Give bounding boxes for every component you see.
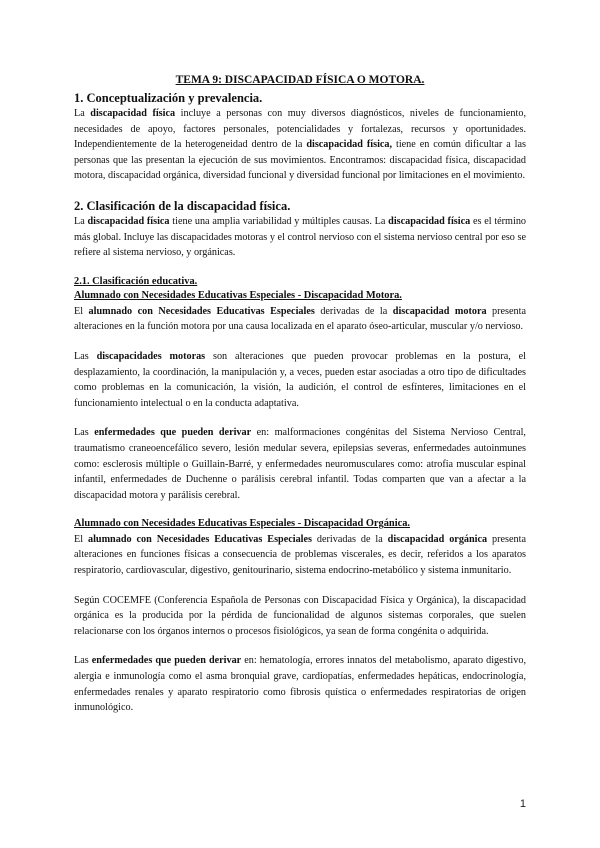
section-1-heading: 1. Conceptualización y prevalencia. [74,91,263,105]
document-page [74,72,526,716]
motora-paragraph-3: Las enfermedades que pueden derivar en: malformaciones congénitas del Sistema Nervioso Central, traumatismo craneoencefálico severo, lesión medular severa, epilepsias severas, enfermedades autoinmunes como: esclerosis múltiple o Guillain-Barré, y enfermedades neuromusculares como: atrofia muscular espinal infantil, enfermedades de Duchenne o parálisis cerebral infantil. Todas comparten que van a afectar a la discapacidad motora y parálisis cerebral. [74,427,526,501]
page-number: 1 [519,798,526,810]
organica-paragraph-2: Según COCEMFE (Conferencia Española de Personas con Discapacidad Física y Orgánica), la discapacidad orgánica es la producida por la pérdida de funcionalidad de algunos sistemas corporales, que suelen relacionarse con los órganos internos o procesos fisiológicos, ya sean de forma congénita o adquirida. [74,594,526,637]
section-2-heading: 2. Clasificación de la discapacidad física. [74,198,291,213]
motora-subheading: Alumnado con Necesidades Educativas Especiales - Discapacidad Motora. [74,290,402,302]
organica-subheading: Alumnado con Necesidades Educativas Especiales - Discapacidad Orgánica. [74,518,410,530]
section-1-paragraph: La discapacidad física incluye a personas con muy diversos diagnósticos, niveles de funcionamiento, necesidades de apoyo, factores personales, potencialidades y fortalezas, recursos y oportunidades. Independientemente de la heterogeneidad dentro de la discapacidad física, tiene en común dificultar a las personas que las presentan la ejecución de sus movimientos. Encontramos: discapacidad física, discapacidad motora, discapacidad orgánica, diversidad funcional y diversidad funcional por limitaciones en el movimiento. [74,108,526,182]
organica-paragraph-3: Las enfermedades que pueden derivar en: hematología, errores innatos del metabolismo, aparato digestivo, alergia e inmunología como el asma bronquial grave, cardiopatías, enfermedades hepáticas, endocrinología, enfermedades renales y aparato respiratorio como fibrosis quística o enfermedades respiratorias de origen inmunológico. [74,655,526,714]
document-title: TEMA 9: DISCAPACIDAD FÍSICA O MOTORA. [175,74,425,86]
section-2-paragraph: La discapacidad física tiene una amplia variabilidad y múltiples causas. La discapacidad física es el término más global. Incluye las discapacidades motoras y el control nervioso con el sistema nervioso central por eso se refiere al sistema nervioso, y orgánicas. [74,215,527,259]
motora-paragraph-2: Las discapacidades motoras son alteraciones que pueden provocar problemas en la postura, el desplazamiento, la coordinación, la manipulación y, a veces, pueden estar asociadas a otro tipo de dificultades como problemas en la comunicación, la visión, la audición, el control de esfínteres, limitaciones en el funcionamiento intelectual o en la conducta adaptativa. [74,350,527,409]
organica-paragraph-1: El alumnado con Necesidades Educativas Especiales derivadas de la discapacidad orgánica presenta alteraciones en funciones físicas a consecuencia de problemas viscerales, es decir, referidos a los aparatos respiratorio, cardiovascular, digestivo, genitourinario, sistema endocrino-metabólico y sistema inmunitario. [74,533,526,576]
section-2-1-heading: 2.1. Clasificación educativa. [74,275,198,287]
motora-paragraph-1: El alumnado con Necesidades Educativas Especiales derivadas de la discapacidad motora presenta alteraciones en la función motora por una causa localizada en el aparato óseo-articular, muscular y/o nervioso. [74,305,526,333]
